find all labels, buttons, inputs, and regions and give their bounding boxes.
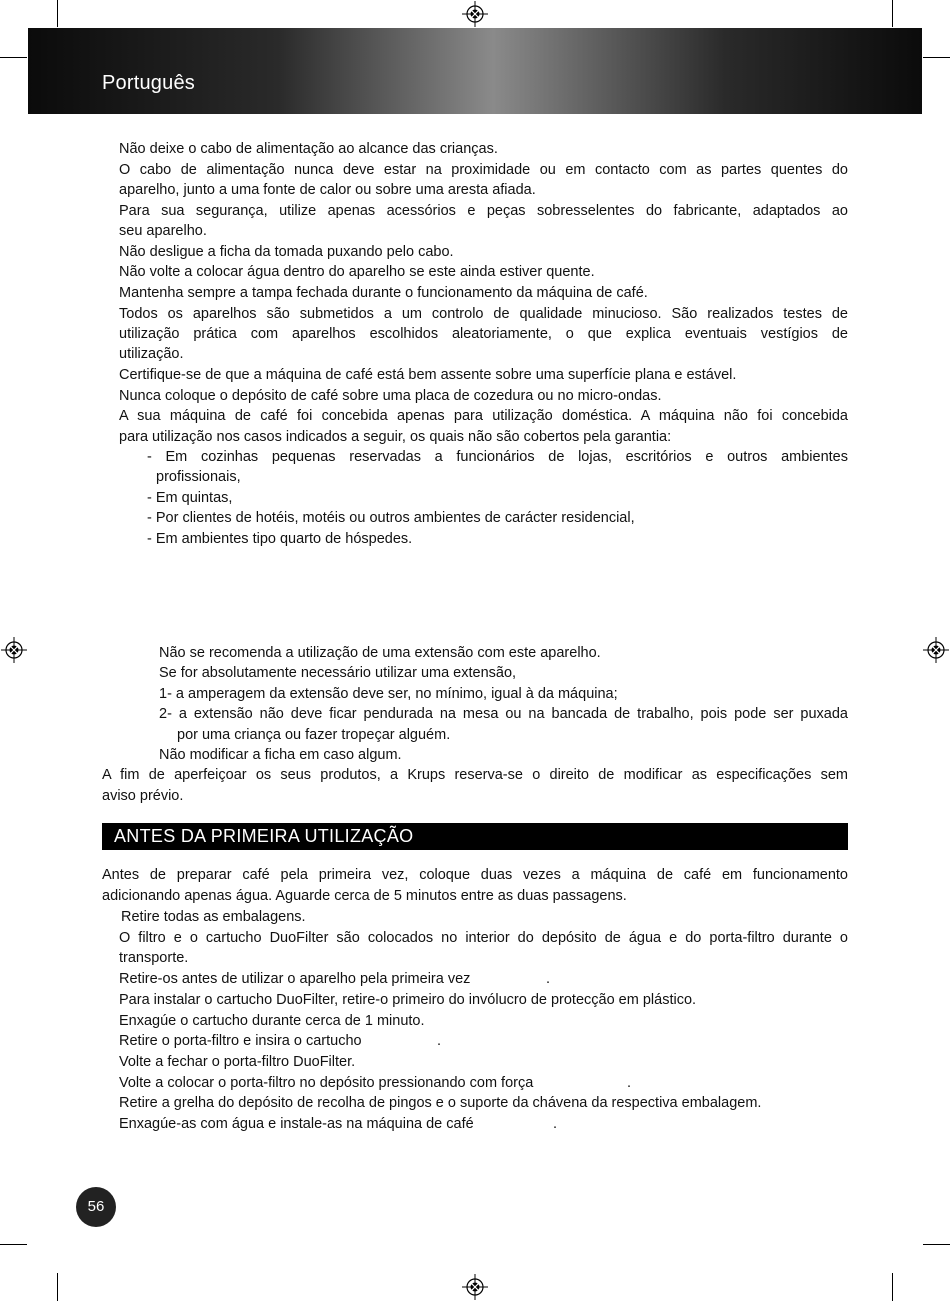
safety-line: seu aparelho. xyxy=(119,223,207,239)
section-title: ANTES DA PRIMEIRA UTILIZAÇÃO xyxy=(114,826,414,846)
list-item: - Em ambientes tipo quarto de hóspedes. xyxy=(147,531,413,547)
step-line: Enxagúe-as com água e instale-as na máquina de café xyxy=(119,1116,474,1132)
list-item: profissionais, xyxy=(156,469,241,485)
extension-line: 2- a extensão não deve ficar pendurada na mesa ou na bancada de trabalho, pois pode ser puxada xyxy=(159,706,848,722)
extension-line: por uma criança ou fazer tropeçar alguém. xyxy=(177,727,451,743)
notice-line: A fim de aperfeiçoar os seus produtos, a Krups reserva-se o direito de modificar as especificações sem xyxy=(102,767,848,783)
step-line: Enxagúe o cartucho durante cerca de 1 minuto. xyxy=(119,1013,425,1029)
safety-line: Todos os aparelhos são submetidos a um controlo de qualidade minucioso. São realizados testes de xyxy=(119,306,848,322)
registration-mark-icon xyxy=(923,637,949,663)
intro-line: Antes de preparar café pela primeira vez, coloque duas vezes a máquina de café em funcionamento xyxy=(102,867,848,883)
registration-mark-icon xyxy=(462,1,488,27)
list-item: - Por clientes de hotéis, motéis ou outros ambientes de carácter residencial, xyxy=(147,510,635,526)
registration-mark-icon xyxy=(1,637,27,663)
step-line: O filtro e o cartucho DuoFilter são colocados no interior do depósito de água e do porta-filtro durante o xyxy=(119,930,848,946)
section-heading-bar xyxy=(102,823,848,850)
step-line: Para instalar o cartucho DuoFilter, retire-o primeiro do invólucro de protecção em plástico. xyxy=(119,992,697,1008)
step-trailing-mark: . xyxy=(627,1075,632,1091)
crop-mark xyxy=(0,57,27,58)
crop-mark xyxy=(892,1273,893,1301)
intro-line: adicionando apenas água. Aguarde cerca de 5 minutos entre as duas passagens. xyxy=(102,888,627,904)
notice-line: aviso prévio. xyxy=(102,788,184,804)
safety-line: Não desligue a ficha da tomada puxando pelo cabo. xyxy=(119,244,454,260)
safety-line: Não volte a colocar água dentro do aparelho se este ainda estiver quente. xyxy=(119,264,595,280)
step-trailing-mark: . xyxy=(553,1116,558,1132)
step-trailing-mark: . xyxy=(437,1033,442,1049)
safety-line: utilização. xyxy=(119,346,184,362)
step-trailing-mark: . xyxy=(546,971,551,987)
crop-mark xyxy=(923,1244,950,1245)
page-number: 56 xyxy=(76,1187,116,1227)
safety-line: A sua máquina de café foi concebida apenas para utilização doméstica. A máquina não foi concebida xyxy=(119,408,848,424)
safety-line: Nunca coloque o depósito de café sobre uma placa de cozedura ou no micro-ondas. xyxy=(119,388,662,404)
crop-mark xyxy=(57,0,58,27)
safety-line: Não deixe o cabo de alimentação ao alcance das crianças. xyxy=(119,141,498,157)
extension-line: 1- a amperagem da extensão deve ser, no mínimo, igual à da máquina; xyxy=(159,686,618,702)
step-line: Retire o porta-filtro e insira o cartucho xyxy=(119,1033,362,1049)
crop-mark xyxy=(892,0,893,27)
safety-line: aparelho, junto a uma fonte de calor ou sobre uma aresta afiada. xyxy=(119,182,536,198)
step-line: Volte a colocar o porta-filtro no depósito pressionando com força xyxy=(119,1075,534,1091)
step-line: transporte. xyxy=(119,950,189,966)
safety-line: Para sua segurança, utilize apenas acessórios e peças sobresselentes do fabricante, adaptados ao xyxy=(119,203,848,219)
step-line: Retire a grelha do depósito de recolha de pingos e o suporte da chávena da respectiva embalagem. xyxy=(119,1095,762,1111)
header-band xyxy=(28,28,922,114)
safety-line: O cabo de alimentação nunca deve estar na proximidade ou em contacto com as partes quentes do xyxy=(119,162,848,178)
step-line: Volte a fechar o porta-filtro DuoFilter. xyxy=(119,1054,356,1070)
list-item: - Em quintas, xyxy=(147,490,233,506)
safety-line: para utilização nos casos indicados a seguir, os quais não são cobertos pela garantia: xyxy=(119,429,672,445)
safety-line: utilização prática com aparelhos escolhidos aleatoriamente, o que explica eventuais vestígios de xyxy=(119,326,848,342)
crop-mark xyxy=(0,1244,27,1245)
crop-mark xyxy=(923,57,950,58)
step-line: Retire-os antes de utilizar o aparelho pela primeira vez xyxy=(119,971,471,987)
registration-mark-icon xyxy=(462,1274,488,1300)
extension-line: Se for absolutamente necessário utilizar uma extensão, xyxy=(159,665,517,681)
safety-line: Mantenha sempre a tampa fechada durante o funcionamento da máquina de café. xyxy=(119,285,648,301)
list-item: - Em cozinhas pequenas reservadas a funcionários de lojas, escritórios e outros ambientes xyxy=(147,449,848,465)
language-title: Português xyxy=(102,72,195,94)
crop-mark xyxy=(57,1273,58,1301)
step-line: Retire todas as embalagens. xyxy=(121,909,306,925)
extension-line: Não modificar a ficha em caso algum. xyxy=(159,747,402,763)
extension-line: Não se recomenda a utilização de uma extensão com este aparelho. xyxy=(159,645,601,661)
safety-line: Certifique-se de que a máquina de café está bem assente sobre uma superfície plana e estável. xyxy=(119,367,737,383)
